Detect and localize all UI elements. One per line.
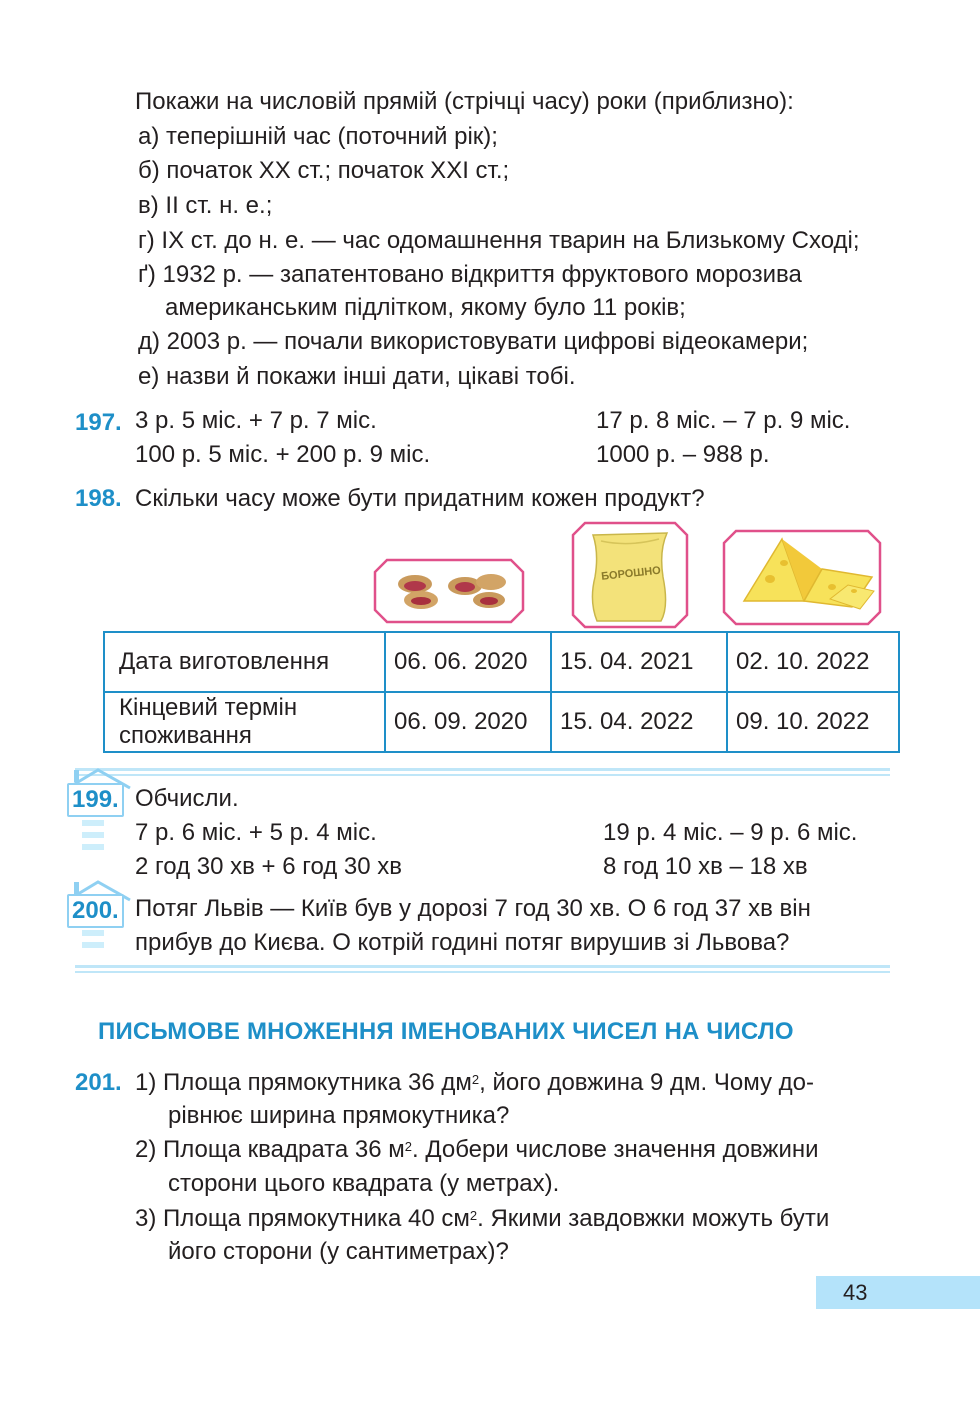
intro-item-a: а) теперішній час (поточний рік); [138, 123, 498, 150]
intro-item-ge: ґ) 1932 р. — запатентовано відкриття фруктового морозива [138, 261, 802, 288]
superscript: 2 [471, 1072, 480, 1087]
house-wall-bars [82, 930, 104, 954]
ex197-right-1: 17 р. 8 міс. – 7 р. 9 міс. [596, 407, 851, 434]
row-label-expires-line1: Кінцевий термін [119, 694, 298, 721]
flour-bag-label: БОРОШНО [600, 564, 662, 583]
section-heading: ПИСЬМОВЕ МНОЖЕННЯ ІМЕНОВАНИХ ЧИСЕЛ НА ЧИСЛО [98, 1018, 794, 1045]
intro-item-v: в) II ст. н. е.; [138, 192, 273, 219]
superscript: 2 [469, 1208, 478, 1223]
ex201-p1-line1 [135, 1068, 814, 1098]
page-number-tab [816, 1276, 980, 1309]
expires-date-2: 15. 04. 2022 [551, 692, 727, 752]
ex201-p2-line2: сторони цього квадрата (у метрах). [168, 1170, 560, 1197]
expires-date-1: 06. 09. 2020 [385, 692, 551, 752]
ex201-p3-b: . Якими завдовжки можуть бути [477, 1205, 830, 1232]
homework-top-stripe [75, 768, 890, 771]
intro-item-d: д) 2003 р. — почали використовувати цифрові відеокамери; [138, 328, 809, 355]
ex199-right-1: 19 р. 4 міс. – 9 р. 6 міс. [603, 819, 858, 846]
made-date-1: 06. 06. 2020 [385, 632, 551, 692]
ex199-left-1: 7 р. 6 міс. + 5 р. 4 міс. [135, 819, 377, 846]
ex199-left-2: 2 год 30 хв + 6 год 30 хв [135, 853, 403, 880]
pistachios-image [373, 558, 525, 624]
cheese-image [722, 529, 882, 626]
ex200-line1: Потяг Львів — Київ був у дорозі 7 год 30 хв. О 6 год 37 хв він [135, 895, 811, 922]
table-row [104, 692, 899, 752]
table-row [104, 632, 899, 692]
ex200-line2: прибув до Києва. О котрій годині потяг вирушив зі Львова? [135, 929, 790, 956]
ex201-p1-a: 1) Площа прямокутника 36 дм [135, 1069, 472, 1096]
ex197-right-2: 1000 р. – 988 р. [596, 441, 770, 468]
ex201-p2-line1 [135, 1135, 819, 1165]
homework-bottom-stripe [75, 965, 890, 968]
made-date-2: 15. 04. 2021 [551, 632, 727, 692]
exercise-number-201: 201. [75, 1069, 122, 1096]
row-label-expires [104, 692, 385, 752]
exercise-number-198: 198. [75, 485, 122, 512]
ex197-left-2: 100 р. 5 міс. + 200 р. 9 міс. [135, 441, 431, 468]
intro-item-b: б) початок XX ст.; початок XXI ст.; [138, 157, 510, 184]
superscript: 2 [404, 1139, 412, 1154]
exercise-number-197: 197. [75, 409, 122, 436]
flour-bag-image [571, 521, 689, 629]
ex198-text: Скільки часу може бути придатним кожен продукт? [135, 485, 705, 512]
ex201-p3-line2: його сторони (у сантиметрах)? [168, 1238, 509, 1265]
exercise-number-199: 199. [67, 783, 124, 817]
ex201-p1-b: , його довжина 9 дм. Чому до- [479, 1069, 814, 1096]
page-number: 43 [843, 1280, 868, 1305]
ex201-p1-line2: рівнює ширина прямокутника? [168, 1102, 510, 1129]
ex197-left-1: 3 р. 5 міс. + 7 р. 7 міс. [135, 407, 377, 434]
house-wall-bars [82, 820, 104, 856]
row-label-made: Дата виготовлення [104, 632, 385, 692]
intro-lead: Покажи на числовій прямій (стрічці часу) роки (приблизно): [135, 88, 794, 115]
homework-bottom-stripe-2 [75, 971, 890, 973]
ex201-p2-a: 2) Площа квадрата 36 м [135, 1136, 405, 1163]
ex201-p3-a: 3) Площа прямокутника 40 см [135, 1205, 470, 1232]
ex201-p3-line1 [135, 1204, 829, 1234]
intro-item-ge-cont: американським підлітком, якому було 11 років; [165, 294, 686, 321]
intro-item-e: е) назви й покажи інші дати, цікаві тобі. [138, 363, 576, 390]
intro-item-g: г) IX ст. до н. е. — час одомашнення тварин на Близькому Сході; [138, 227, 860, 254]
ex199-right-2: 8 год 10 хв – 18 хв [603, 853, 808, 880]
row-label-expires-line2: споживання [119, 722, 252, 749]
ex199-text: Обчисли. [135, 785, 239, 812]
ex201-p2-b: . Добери числове значення довжини [411, 1136, 819, 1163]
made-date-3: 02. 10. 2022 [727, 632, 899, 692]
expires-date-3: 09. 10. 2022 [727, 692, 899, 752]
homework-top-stripe-2 [75, 774, 890, 776]
product-dates-table [103, 631, 900, 753]
exercise-number-200: 200. [67, 894, 124, 928]
